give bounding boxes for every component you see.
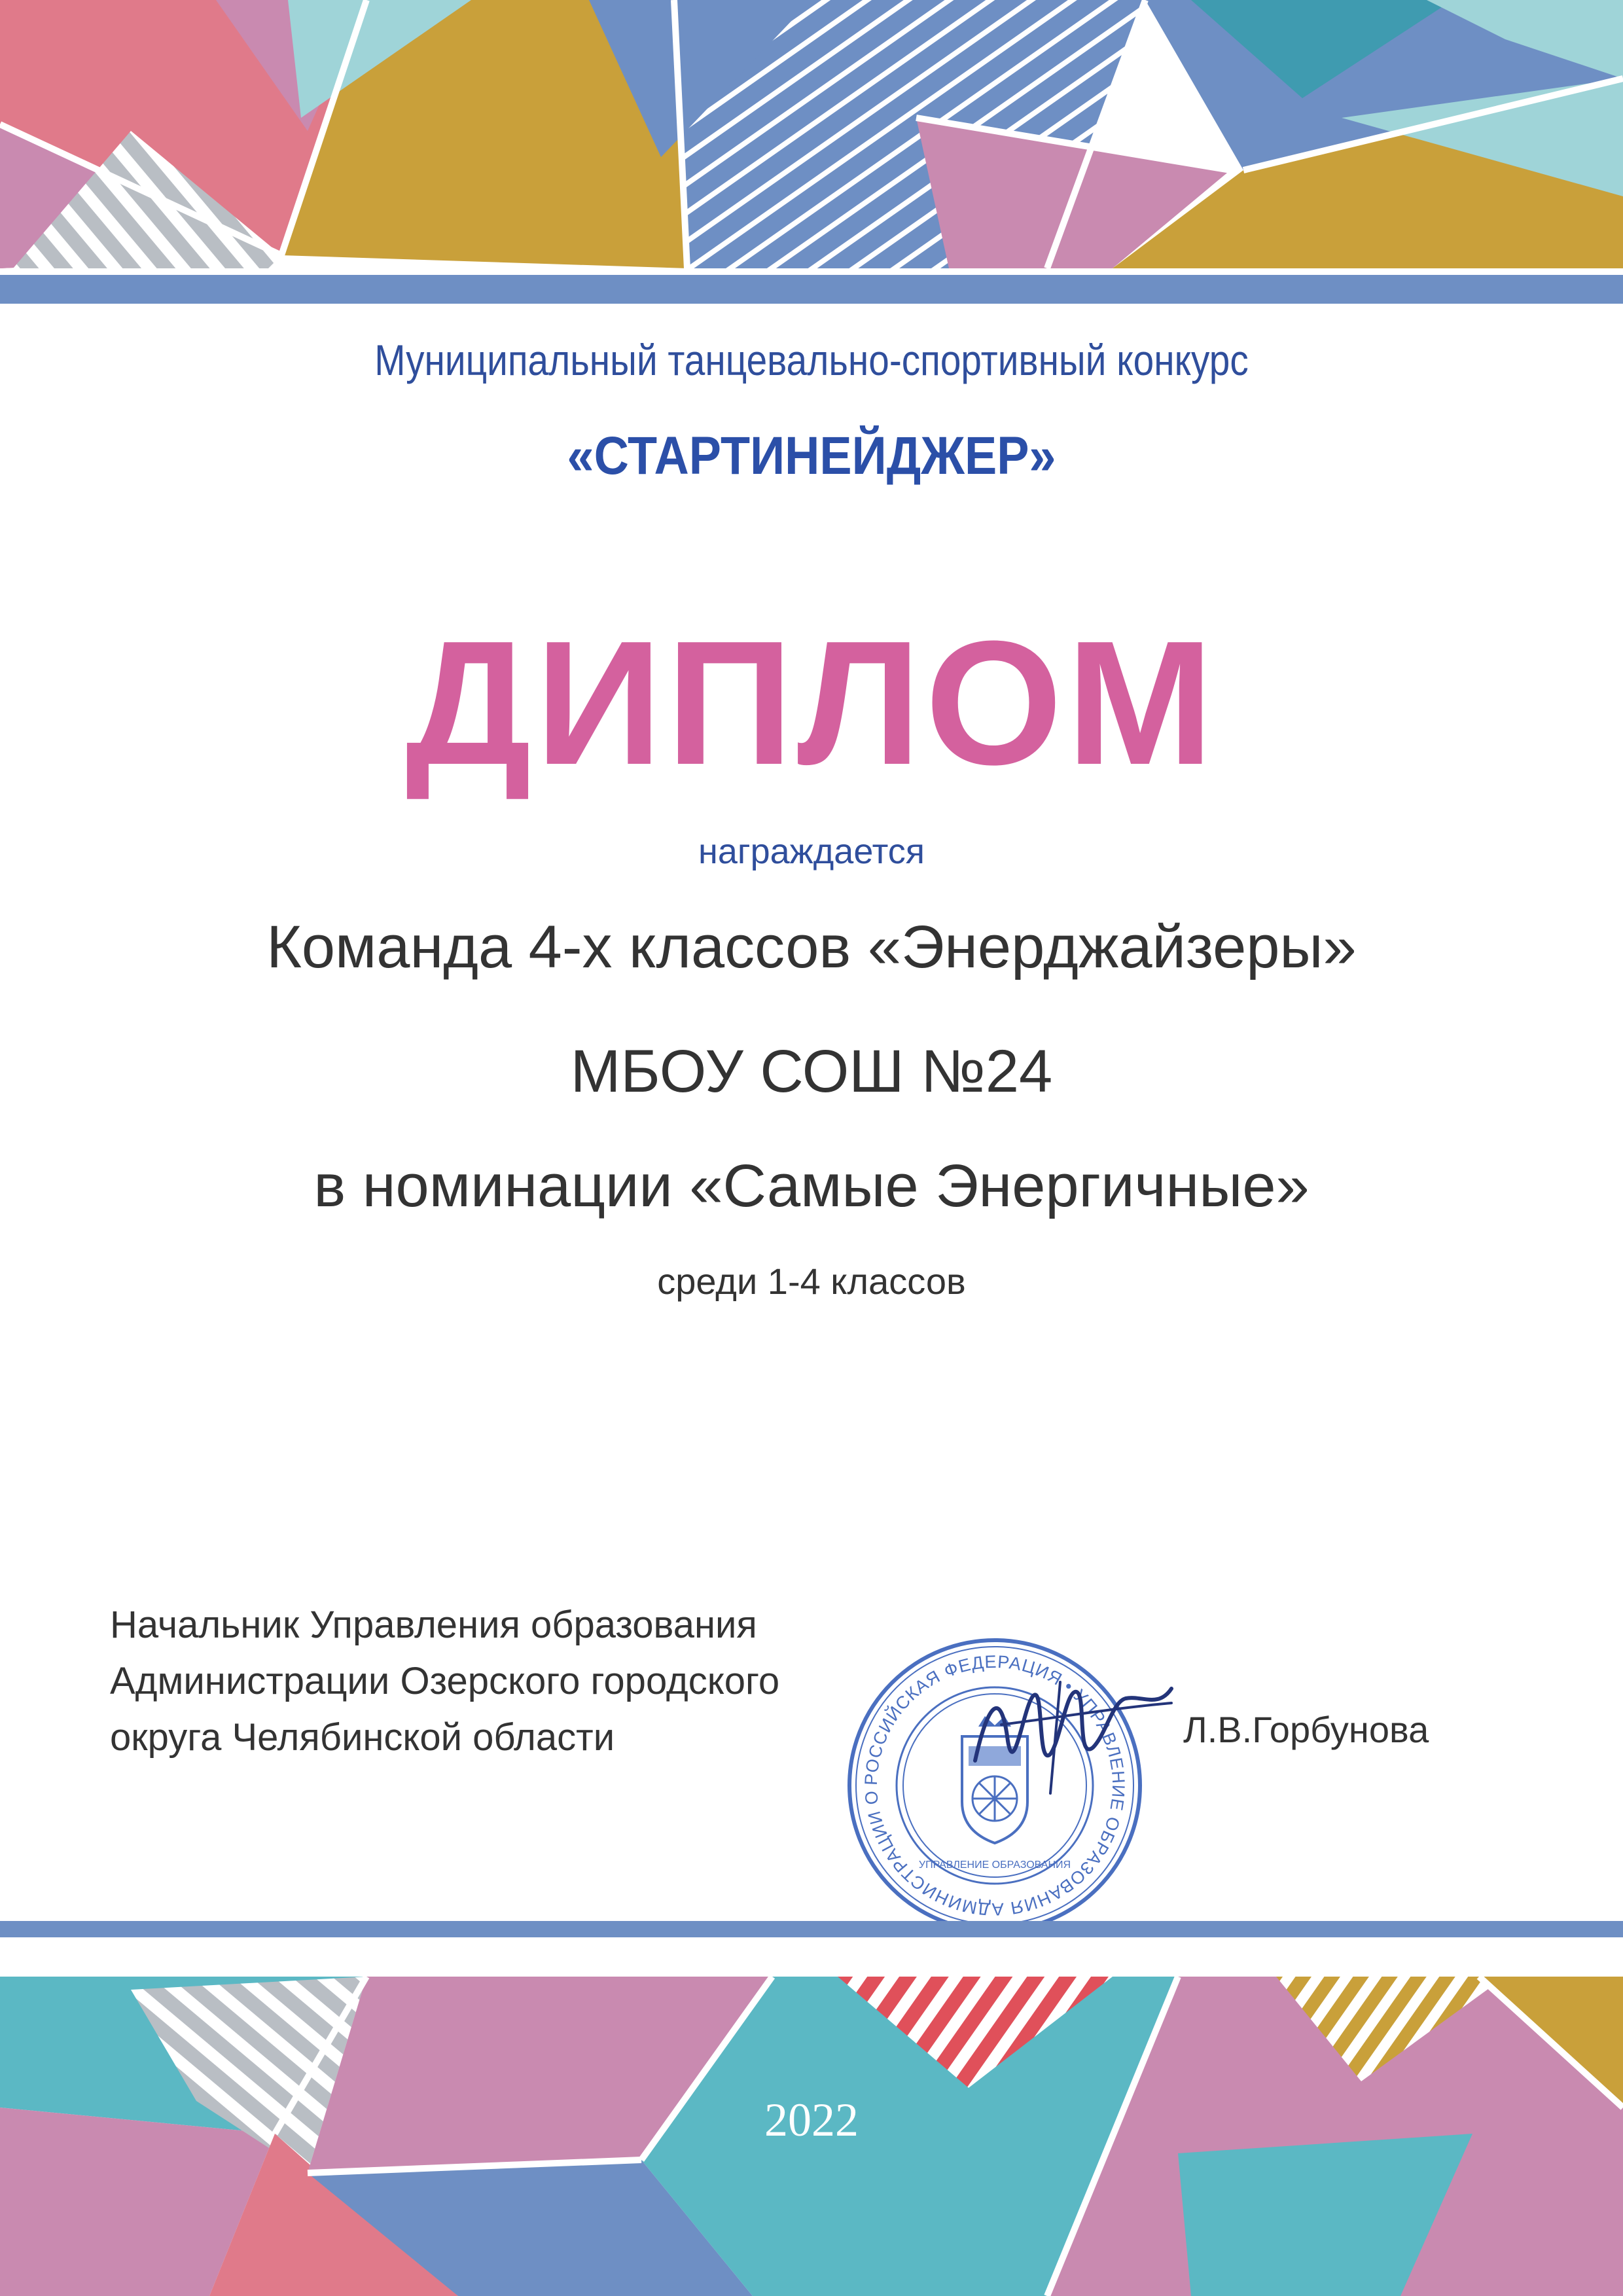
signer-position [110, 1597, 921, 1766]
signer-name: Л.В.Горбунова [1183, 1709, 1429, 1750]
contest-subtitle: Муниципальный танцевально-спортивный конкурс [374, 336, 1249, 384]
award-category: среди 1-4 классов [657, 1261, 966, 1302]
signer-position-line: округа Челябинской области [110, 1716, 615, 1759]
top-mosaic-decoration [0, 0, 1623, 268]
stamp-inner-text: УПРАВЛЕНИЕ ОБРАЗОВАНИЯ [918, 1859, 1071, 1871]
recipient-team: Команда 4-х классов «Энерджайзеры» [266, 914, 1357, 980]
awarded-label: награждается [698, 832, 925, 871]
contest-name: «СТАРТИНЕЙДЖЕР» [567, 426, 1056, 486]
diploma-year: 2022 [764, 2094, 859, 2146]
recipient-nomination: в номинации «Самые Энергичные» [313, 1153, 1310, 1219]
signer-position-line: Начальник Управления образования [110, 1604, 757, 1646]
stamp-ring-text: РОССИЙСКАЯ ФЕДЕРАЦИЯ • УПРАВЛЕНИЕ ОБРАЗОВАНИЯ АДМИНИСТРАЦИИ О [861, 1651, 1129, 1920]
handwritten-signature [962, 1662, 1185, 1806]
top-blue-strip [0, 275, 1623, 304]
signer-position-line: Администрации Озерского городского [110, 1660, 780, 1702]
diploma-title: ДИПЛОМ [405, 605, 1218, 802]
recipient-school: МБОУ СОШ №24 [570, 1038, 1053, 1105]
